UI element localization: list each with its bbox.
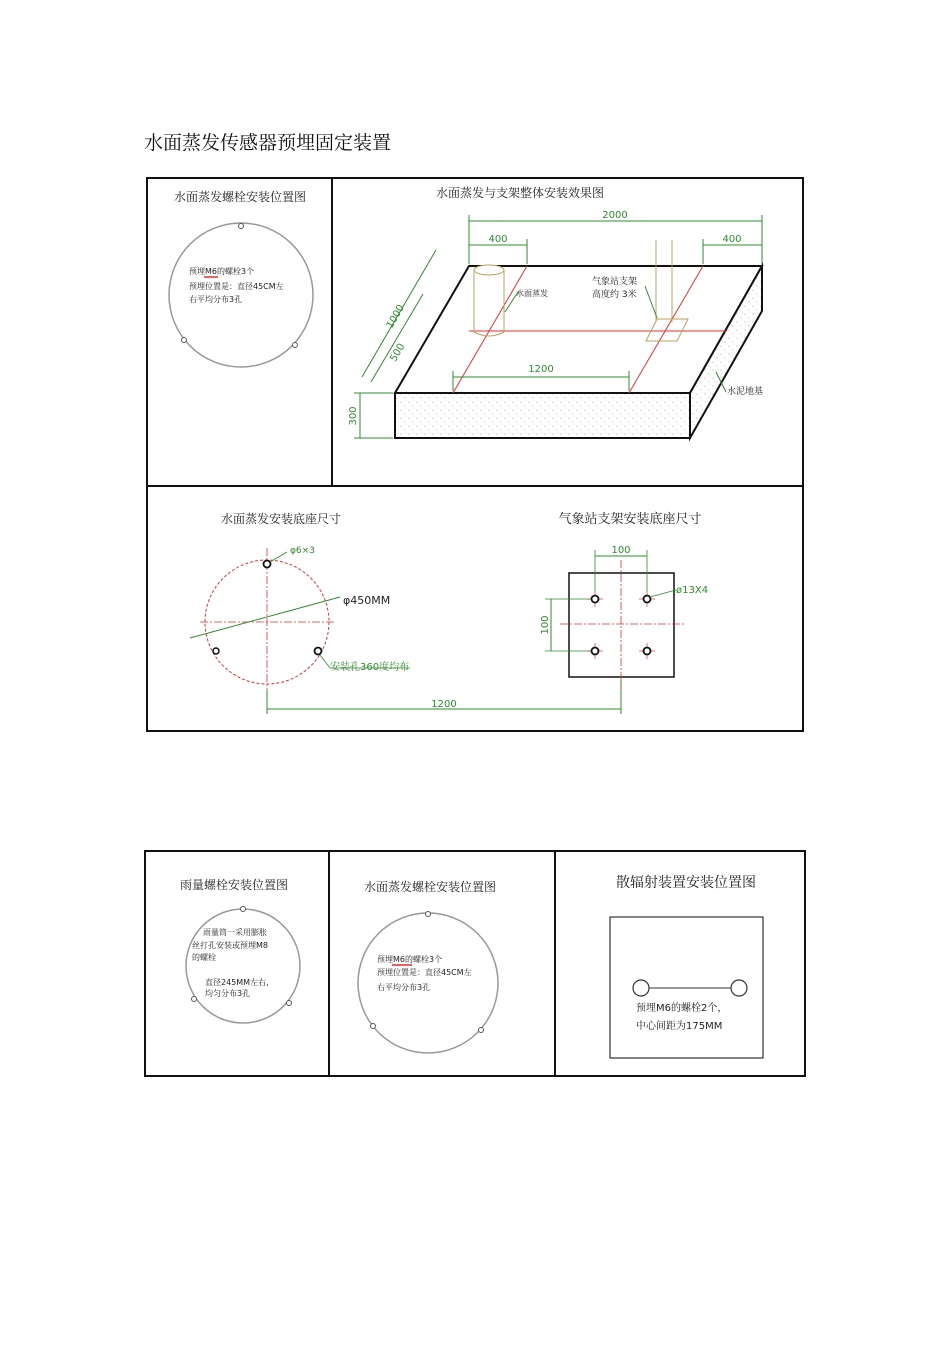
note-line: 右平均分布3孔	[377, 983, 431, 992]
panel-evap-bolt-positions-2	[358, 879, 498, 1053]
dim-label: 1200	[431, 699, 457, 710]
note-line: 直径245MM左右,	[205, 978, 269, 987]
dim-label: ø13X4	[676, 585, 709, 596]
figure-1	[147, 178, 803, 731]
dim-label: 100	[611, 545, 631, 556]
bolt-hole	[633, 980, 649, 996]
callout-label: 水泥地基	[727, 387, 764, 397]
panel-title: 气象站支架安装底座尺寸	[558, 512, 702, 527]
note-line: 预埋M6的螺栓3个	[189, 267, 255, 276]
note-line: 雨量筒一采用膨胀	[203, 928, 267, 937]
note-line: 均匀分布3孔	[205, 989, 251, 998]
mount-hole	[315, 648, 322, 655]
note-line: 预埋位置是：直径45CM左	[377, 968, 472, 977]
note-line: 中心间距为175MM	[636, 1021, 723, 1032]
note-line: 预埋位置是：直径45CM左	[189, 282, 284, 291]
mount-hole	[213, 648, 219, 654]
dim-label: 1200	[528, 364, 554, 375]
mount-hole	[264, 561, 271, 568]
callout-label: 气象站支架	[592, 277, 638, 287]
dim-label: φ450MM	[343, 594, 391, 607]
dim-label: 100	[540, 615, 551, 635]
panel-rain-bolt-positions	[180, 877, 300, 1023]
panel-radiation-position	[610, 874, 763, 1058]
note-line: 预埋M6的螺栓3个	[377, 955, 443, 964]
panel-title: 雨量螺栓安装位置图	[179, 878, 289, 892]
bolt-hole	[239, 224, 244, 229]
note-line: 的螺栓	[192, 953, 216, 962]
figure-1-frame	[147, 178, 803, 731]
dim-label: 400	[722, 234, 742, 245]
panel-title: 水面蒸发螺栓安装位置图	[173, 190, 307, 204]
panel-title: 水面蒸发安装底座尺寸	[220, 512, 342, 526]
bolt-hole	[293, 343, 298, 348]
diameter-line	[190, 597, 340, 638]
station-base	[569, 573, 674, 677]
panel-base-dimensions	[190, 511, 708, 714]
note-line: 预埋M6的螺栓2个，	[636, 1003, 728, 1014]
callout-label: 水面蒸发	[516, 289, 548, 298]
figure-2	[145, 851, 805, 1076]
dim-label: 400	[488, 234, 508, 245]
dim-label: 500	[388, 341, 408, 364]
panel-title: 散辐射装置安装位置图	[616, 875, 756, 891]
panel-installation-view	[348, 185, 763, 438]
dim-label: 安装孔360度均布	[330, 662, 410, 673]
dim-label: φ6×3	[290, 546, 315, 556]
bolt-circle	[186, 909, 300, 1023]
document-title: 水面蒸发传感器预埋固定装置	[144, 132, 392, 154]
callout-label: 高度约 3米	[592, 290, 637, 300]
dim-label: 300	[348, 406, 359, 426]
panel-title: 水面蒸发螺栓安装位置图	[363, 880, 497, 894]
bolt-hole	[731, 980, 747, 996]
note-line: 右平均分布3孔	[189, 295, 243, 304]
panel-evap-bolt-positions	[169, 189, 313, 367]
slab-front	[395, 393, 690, 438]
panel-title: 水面蒸发与支架整体安装效果图	[435, 186, 605, 200]
bolt-hole	[182, 338, 187, 343]
note-line: 丝打孔安装或预埋M8	[192, 941, 268, 950]
dim-label: 2000	[602, 210, 628, 221]
dim-label: 1000	[384, 302, 407, 331]
